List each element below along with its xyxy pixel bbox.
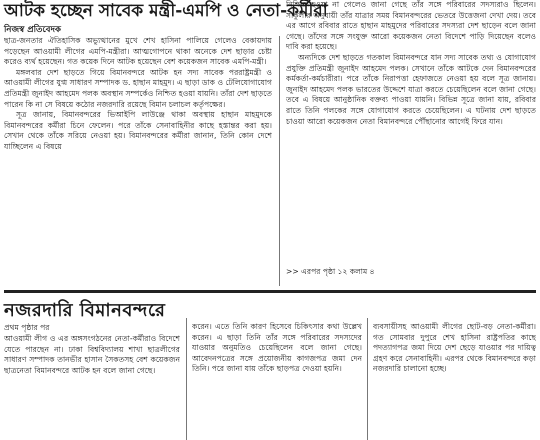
- paragraph: করেন। এতে তিনি কারণ হিসেবে চিকিৎসার কথা উল্লেখ করেন। এ ছাড়া তিনি তাঁর সঙ্গে পরিবারের সদস্যদের যাওয়ার অনুমতিও চেয়েছিলেন বলে জানা গেছে। আবেদনপত্রের সঙ্গে প্রয়োজনীয় কাগজপত্র জমা দেন তিনি। পরে জানা যায় তাঁকে ছাড়পত্র দেওয়া হয়নি।: [192, 322, 362, 374]
- story1-column-2: [286, 0, 536, 262]
- headline: আটক হচ্ছেন সাবেক মন্ত্রী-এমপি ও নেতা-কর্মীরা: [4, 1, 328, 21]
- paragraph: নিশ্চিত হওয়া না গেলেও জানা গেছে তাঁর সঙ্গে পরিবারের সদস্যরাও ছিলেন। সার্কুলার অনুযায়ী তাঁর যাত্রার সময় বিমানবন্দরের ভেতরে উত্তেজনা দেখা দেয়। তবে এর আগে রবিবার রাতে হাছান মাহমুদের পরিবারের সদস্যরা দেশ ছাড়েন বলে জানা গেছে। তাঁদের সঙ্গে সংযুক্ত আরো কয়েকজন নেতা বিদেশে পাড়ি দিয়েছেন বলেও দাবি করা হয়েছে।: [286, 0, 536, 52]
- paragraph: সূত্র জানায়, বিমানবন্দরের ভিআইপি লাউঞ্জে থাকা অবস্থায় হাছান মাহমুদকে বিমানবন্দরের কর্মীরা চিনে ফেলেন। পরে তাঁকে সেনাবাহিনীর কাছে হস্তান্তর করা হয়। সেখান থেকে তাঁকে সরিয়ে নেওয়া হয়। বিমানবন্দরের কর্মীরা জানান, তিনি কোন দেশে যাচ্ছিলেন এ বিষয়ে: [4, 110, 272, 151]
- story2-column-2: [192, 322, 362, 440]
- story2-column-1: [4, 334, 180, 440]
- paragraph: অন্যদিকে দেশ ছাড়তে গতকাল বিমানবন্দরে যান সদ্য সাবেক তথ্য ও যোগাযোগ প্রযুক্তি প্রতিমন্ত্রী জুনাইদ আহমেদ পলক। সেখানে তাঁকে আটকে দেন বিমানবন্দরের কর্মকর্তা-কর্মচারীরা। পরে তাঁকে নিরাপত্তা হেফাজতে নেওয়া হয় বলে সূত্র জানায়। জুনাইদ আহমেদ পলক ভারতের উদ্দেশে যাত্রা করতে চেয়েছিলেন বলে জানা গেছে। তবে এ বিষয়ে আনুষ্ঠানিক বক্তব্য পাওয়া যায়নি। বিভিন্ন সূত্রে জানা যায়, রবিবার রাতে তিনি পলকের সঙ্গে যোগাযোগ করতে চেয়েছিলেন। এ ঘটনায় দেশ ছাড়তে চাওয়া আরো কয়েকজন নেতা বিমানবন্দরে পৌঁছানোর আগেই ফিরে যান।: [286, 52, 536, 126]
- column-divider: [279, 36, 280, 286]
- paragraph: আওয়ামী লীগ ও এর অঙ্গসংগঠনের নেতা-কর্মীরাও বিদেশে যেতে পারছেন না। ঢাকা বিশ্ববিদ্যালয় শাখা ছাত্রলীগের সাধারণ সম্পাদক তানভীর হাসান সৈকতসহ বেশ কয়েকজন ছাত্রনেতা বিমানবন্দরে আটক হন বলে জানা গেছে।: [4, 334, 180, 375]
- paragraph: মঙ্গলবার দেশ ছাড়তে গিয়ে বিমানবন্দরে আটক হন সদ্য সাবেক পররাষ্ট্রমন্ত্রী ও আওয়ামী লীগের যুগ্ম সাধারণ সম্পাদক ড. হাছান মাহমুদ। এ ছাড়া ডাক ও টেলিযোগাযোগ প্রতিমন্ত্রী জুনাইদ আহমেদ পলক অবস্থান সম্পর্কেও নিশ্চিত হওয়া যায়নি। তাঁরা দেশ ছাড়তে পারেন কি না সে বিষয়ে কঠোর নজরদারি রয়েছে বিমান চলাচল কর্তৃপক্ষের।: [4, 67, 272, 109]
- paragraph: ব্যবসায়ীসহ আওয়ামী লীগের ছোট-বড় নেতা-কর্মীরা। গত সোমবার দুপুরে শেখ হাসিনা রাষ্ট্রপতির কাছে পদত্যাগপত্র জমা দিয়ে দেশ ছেড়ে যাওয়ার পর দায়িত্ব গ্রহণ করে সেনাবাহিনী। এরপর থেকে বিমানবন্দরে কড়া নজরদারি চালানো হচ্ছে।: [373, 322, 536, 374]
- column-divider: [367, 318, 368, 440]
- paragraph: ছাত্র-জনতার ঐতিহাসিক অভ্যুত্থানের মুখে শেখ হাসিনা পালিয়ে গেলেও বেকায়দায় পড়েছেন আওয়ামী লীগের এমপি-মন্ত্রীরা। আত্মগোপনে থাকা অনেকে দেশ ছাড়ার চেষ্টা করেও ব্যর্থ হয়েছেন। গত কয়েক দিনে আটক হয়েছেন বেশ কয়েকজন সাবেক এমপি-মন্ত্রী।: [4, 36, 272, 67]
- continuation-jump: >> এরপর পৃষ্ঠা ১২ কলাম ৪: [286, 267, 375, 276]
- byline: নিজস্ব প্রতিবেদক: [4, 25, 61, 35]
- story2-column-3: [373, 322, 536, 440]
- section-heading: নজরদারি বিমানবন্দরে: [4, 290, 536, 327]
- continued-from-label: প্রথম পৃষ্ঠার পর: [4, 323, 50, 332]
- column-divider: [186, 318, 187, 440]
- story1-column-1: [4, 36, 272, 284]
